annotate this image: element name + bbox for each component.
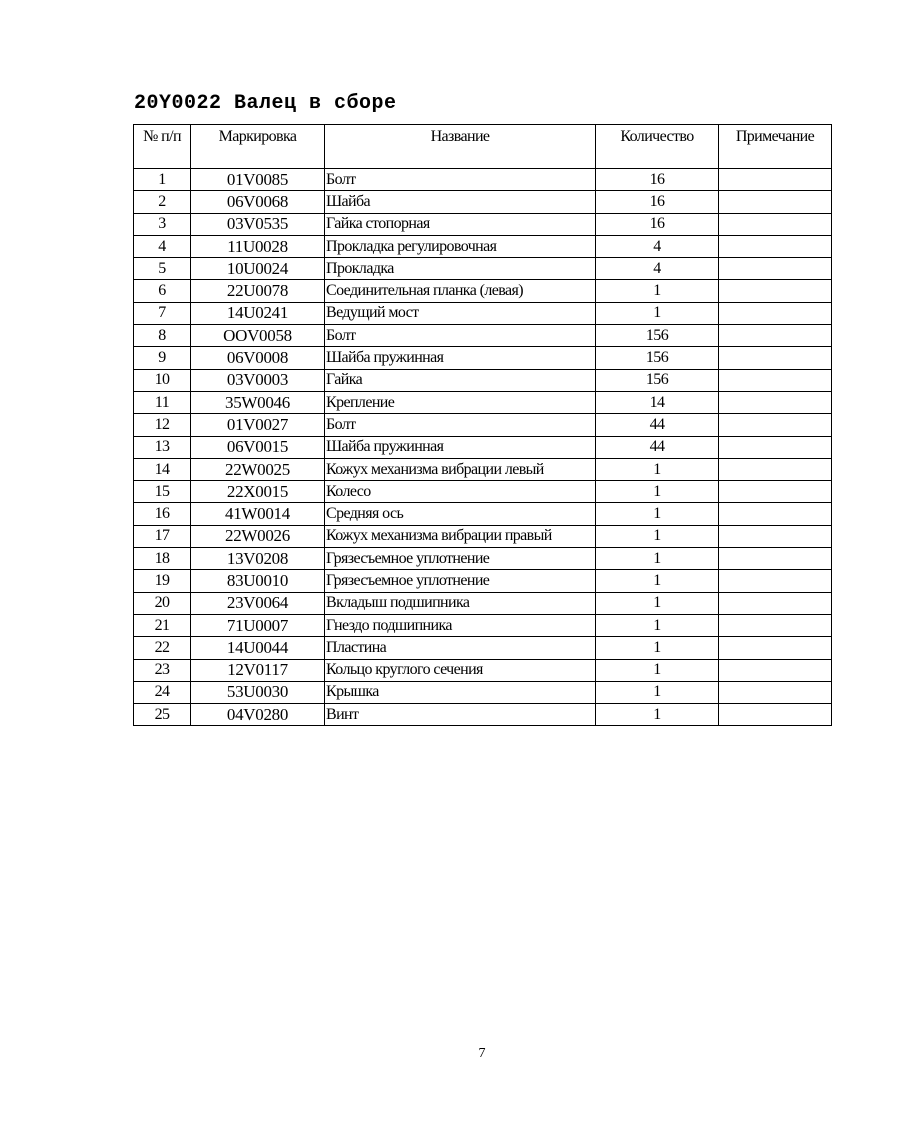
cell-name: Кожух механизма вибрации левый <box>325 458 596 480</box>
cell-num: 3 <box>134 213 191 235</box>
cell-name: Болт <box>325 325 596 347</box>
cell-name: Соединительная планка (левая) <box>325 280 596 302</box>
cell-num: 7 <box>134 302 191 324</box>
cell-num: 16 <box>134 503 191 525</box>
cell-num: 12 <box>134 414 191 436</box>
cell-quantity: 156 <box>596 325 719 347</box>
cell-note <box>719 614 832 636</box>
cell-marking: 11U0028 <box>191 235 325 257</box>
cell-note <box>719 637 832 659</box>
header-quantity: Количество <box>596 125 719 169</box>
cell-note <box>719 280 832 302</box>
cell-marking: 06V0008 <box>191 347 325 369</box>
cell-note <box>719 681 832 703</box>
parts-table-body <box>134 169 832 726</box>
cell-num: 5 <box>134 258 191 280</box>
cell-quantity: 44 <box>596 414 719 436</box>
cell-num: 21 <box>134 614 191 636</box>
header-note: Примечание <box>719 125 832 169</box>
cell-quantity: 44 <box>596 436 719 458</box>
cell-quantity: 4 <box>596 258 719 280</box>
table-row <box>134 258 832 280</box>
cell-name: Кожух механизма вибрации правый <box>325 525 596 547</box>
table-row <box>134 570 832 592</box>
cell-num: 8 <box>134 325 191 347</box>
page-number: 7 <box>478 1046 486 1061</box>
cell-note <box>719 592 832 614</box>
table-row <box>134 637 832 659</box>
document-title: 20Y0022 Валец в сборе <box>134 92 397 115</box>
parts-table <box>133 124 832 726</box>
cell-num: 24 <box>134 681 191 703</box>
cell-name: Гнездо подшипника <box>325 614 596 636</box>
cell-num: 11 <box>134 391 191 413</box>
cell-quantity: 156 <box>596 347 719 369</box>
cell-quantity: 1 <box>596 614 719 636</box>
cell-note <box>719 414 832 436</box>
cell-num: 14 <box>134 458 191 480</box>
cell-quantity: 1 <box>596 704 719 726</box>
cell-note <box>719 548 832 570</box>
table-row <box>134 414 832 436</box>
table-header-row <box>134 125 832 169</box>
cell-note <box>719 525 832 547</box>
cell-note <box>719 169 832 191</box>
table-row <box>134 659 832 681</box>
cell-name: Ведущий мост <box>325 302 596 324</box>
cell-name: Прокладка регулировочная <box>325 235 596 257</box>
cell-name: Гайка стопорная <box>325 213 596 235</box>
cell-marking: OOV0058 <box>191 325 325 347</box>
table-row <box>134 614 832 636</box>
header-marking: Маркировка <box>191 125 325 169</box>
table-row <box>134 391 832 413</box>
cell-note <box>719 325 832 347</box>
cell-name: Колесо <box>325 481 596 503</box>
cell-name: Крышка <box>325 681 596 703</box>
cell-num: 20 <box>134 592 191 614</box>
cell-num: 18 <box>134 548 191 570</box>
cell-marking: 06V0015 <box>191 436 325 458</box>
cell-name: Шайба пружинная <box>325 347 596 369</box>
cell-name: Крепление <box>325 391 596 413</box>
table-row <box>134 704 832 726</box>
cell-marking: 13V0208 <box>191 548 325 570</box>
cell-num: 2 <box>134 191 191 213</box>
table-row <box>134 280 832 302</box>
cell-note <box>719 481 832 503</box>
cell-marking: 22W0025 <box>191 458 325 480</box>
table-row <box>134 369 832 391</box>
cell-num: 10 <box>134 369 191 391</box>
cell-marking: 22U0078 <box>191 280 325 302</box>
cell-quantity: 1 <box>596 637 719 659</box>
cell-quantity: 1 <box>596 458 719 480</box>
cell-marking: 71U0007 <box>191 614 325 636</box>
cell-note <box>719 704 832 726</box>
cell-num: 25 <box>134 704 191 726</box>
table-row <box>134 235 832 257</box>
cell-name: Кольцо круглого сечения <box>325 659 596 681</box>
cell-quantity: 1 <box>596 481 719 503</box>
cell-name: Вкладыш подшипника <box>325 592 596 614</box>
cell-quantity: 4 <box>596 235 719 257</box>
cell-name: Шайба <box>325 191 596 213</box>
table-row <box>134 169 832 191</box>
cell-marking: 10U0024 <box>191 258 325 280</box>
cell-marking: 03V0003 <box>191 369 325 391</box>
cell-name: Средняя ось <box>325 503 596 525</box>
table-row <box>134 347 832 369</box>
cell-note <box>719 458 832 480</box>
cell-quantity: 16 <box>596 213 719 235</box>
cell-marking: 22X0015 <box>191 481 325 503</box>
cell-note <box>719 302 832 324</box>
cell-name: Пластина <box>325 637 596 659</box>
cell-marking: 41W0014 <box>191 503 325 525</box>
cell-note <box>719 369 832 391</box>
table-row <box>134 503 832 525</box>
cell-marking: 01V0027 <box>191 414 325 436</box>
cell-num: 1 <box>134 169 191 191</box>
table-row <box>134 548 832 570</box>
cell-name: Гайка <box>325 369 596 391</box>
cell-name: Прокладка <box>325 258 596 280</box>
cell-note <box>719 235 832 257</box>
cell-name: Грязесъемное уплотнение <box>325 570 596 592</box>
cell-name: Болт <box>325 169 596 191</box>
cell-marking: 22W0026 <box>191 525 325 547</box>
cell-quantity: 1 <box>596 525 719 547</box>
cell-quantity: 1 <box>596 592 719 614</box>
cell-marking: 53U0030 <box>191 681 325 703</box>
cell-num: 15 <box>134 481 191 503</box>
cell-name: Винт <box>325 704 596 726</box>
cell-name: Грязесъемное уплотнение <box>325 548 596 570</box>
cell-note <box>719 659 832 681</box>
table-row <box>134 681 832 703</box>
cell-note <box>719 191 832 213</box>
cell-quantity: 1 <box>596 681 719 703</box>
header-name: Название <box>325 125 596 169</box>
cell-quantity: 1 <box>596 570 719 592</box>
cell-note <box>719 347 832 369</box>
cell-note <box>719 503 832 525</box>
cell-num: 4 <box>134 235 191 257</box>
cell-note <box>719 436 832 458</box>
cell-quantity: 1 <box>596 503 719 525</box>
table-row <box>134 481 832 503</box>
cell-quantity: 1 <box>596 548 719 570</box>
cell-name: Болт <box>325 414 596 436</box>
cell-quantity: 1 <box>596 659 719 681</box>
cell-marking: 04V0280 <box>191 704 325 726</box>
cell-marking: 83U0010 <box>191 570 325 592</box>
cell-marking: 35W0046 <box>191 391 325 413</box>
cell-quantity: 1 <box>596 302 719 324</box>
table-row <box>134 213 832 235</box>
cell-quantity: 16 <box>596 169 719 191</box>
table-row <box>134 458 832 480</box>
table-row <box>134 525 832 547</box>
cell-marking: 03V0535 <box>191 213 325 235</box>
cell-quantity: 1 <box>596 280 719 302</box>
cell-num: 19 <box>134 570 191 592</box>
table-row <box>134 302 832 324</box>
cell-quantity: 14 <box>596 391 719 413</box>
cell-marking: 01V0085 <box>191 169 325 191</box>
cell-num: 17 <box>134 525 191 547</box>
cell-num: 22 <box>134 637 191 659</box>
cell-marking: 14U0044 <box>191 637 325 659</box>
table-row <box>134 436 832 458</box>
table-row <box>134 592 832 614</box>
cell-note <box>719 570 832 592</box>
cell-num: 6 <box>134 280 191 302</box>
cell-num: 13 <box>134 436 191 458</box>
cell-marking: 06V0068 <box>191 191 325 213</box>
header-num: № п/п <box>134 125 191 169</box>
cell-note <box>719 258 832 280</box>
table-row <box>134 325 832 347</box>
cell-name: Шайба пружинная <box>325 436 596 458</box>
cell-num: 23 <box>134 659 191 681</box>
cell-quantity: 16 <box>596 191 719 213</box>
cell-quantity: 156 <box>596 369 719 391</box>
cell-num: 9 <box>134 347 191 369</box>
cell-marking: 14U0241 <box>191 302 325 324</box>
cell-marking: 12V0117 <box>191 659 325 681</box>
cell-note <box>719 213 832 235</box>
cell-marking: 23V0064 <box>191 592 325 614</box>
table-row <box>134 191 832 213</box>
cell-note <box>719 391 832 413</box>
